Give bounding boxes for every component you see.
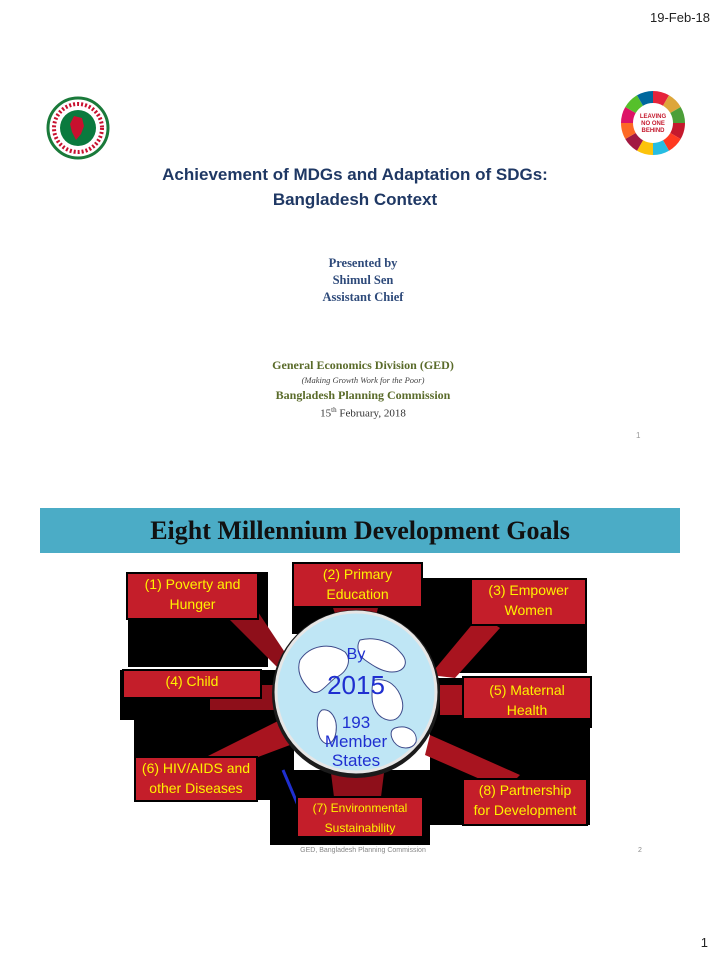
globe-year: 2015 bbox=[327, 670, 385, 700]
goal-6-box: (6) HIV/AIDS and other Diseases bbox=[134, 756, 258, 802]
government-emblem-icon bbox=[46, 96, 110, 160]
goal-5-box: (5) Maternal Health bbox=[462, 676, 592, 720]
title-line-2: Bangladesh Context bbox=[272, 190, 438, 209]
goal-2-box: (2) Primary Education bbox=[292, 562, 423, 608]
presenter-name: Shimul Sen bbox=[332, 273, 394, 287]
organization-name: General Economics Division (GED) bbox=[272, 358, 454, 372]
globe-by: By bbox=[346, 646, 366, 663]
sdg-logo-text-1: LEAVING bbox=[639, 114, 667, 120]
organization-motto: (Making Growth Work for the Poor) bbox=[301, 375, 425, 385]
slide1-number: 1 bbox=[636, 431, 641, 440]
sdg-wheel-logo bbox=[620, 90, 686, 156]
commission-name: Bangladesh Planning Commission bbox=[275, 388, 451, 402]
goal-7-box: (7) Environmental Sustainability bbox=[296, 796, 424, 838]
globe-states: States bbox=[331, 751, 381, 770]
goal-8-box: (8) Partnership for Development bbox=[462, 778, 588, 826]
print-date: 19-Feb-18 bbox=[650, 10, 710, 25]
page-number: 1 bbox=[700, 935, 708, 950]
slide1-title bbox=[0, 162, 710, 212]
presenter-role: Assistant Chief bbox=[322, 290, 404, 304]
presented-by-label: Presented by bbox=[328, 256, 398, 270]
sdg-logo-text-3: BEHIND bbox=[641, 128, 665, 134]
slide2-title: Eight Millennium Development Goals bbox=[150, 516, 570, 545]
globe-member: Member bbox=[324, 732, 388, 751]
goal-1-box: (1) Poverty and Hunger bbox=[126, 572, 259, 620]
slide2-number: 2 bbox=[638, 847, 642, 854]
title-line-1: Achievement of MDGs and Adaptation of SDGs: bbox=[162, 165, 548, 184]
presenter-block bbox=[0, 255, 720, 306]
goal-3-box: (3) Empower Women bbox=[470, 578, 587, 626]
organization-block bbox=[0, 358, 720, 422]
globe-count: 193 bbox=[341, 713, 371, 732]
slide2-footer: GED, Bangladesh Planning Commission bbox=[300, 847, 426, 854]
sdg-logo-text-2: NO ONE bbox=[641, 121, 665, 127]
goal-4-box: (4) Child bbox=[122, 669, 262, 699]
presentation-date: 15th February, 2018 bbox=[320, 406, 406, 420]
